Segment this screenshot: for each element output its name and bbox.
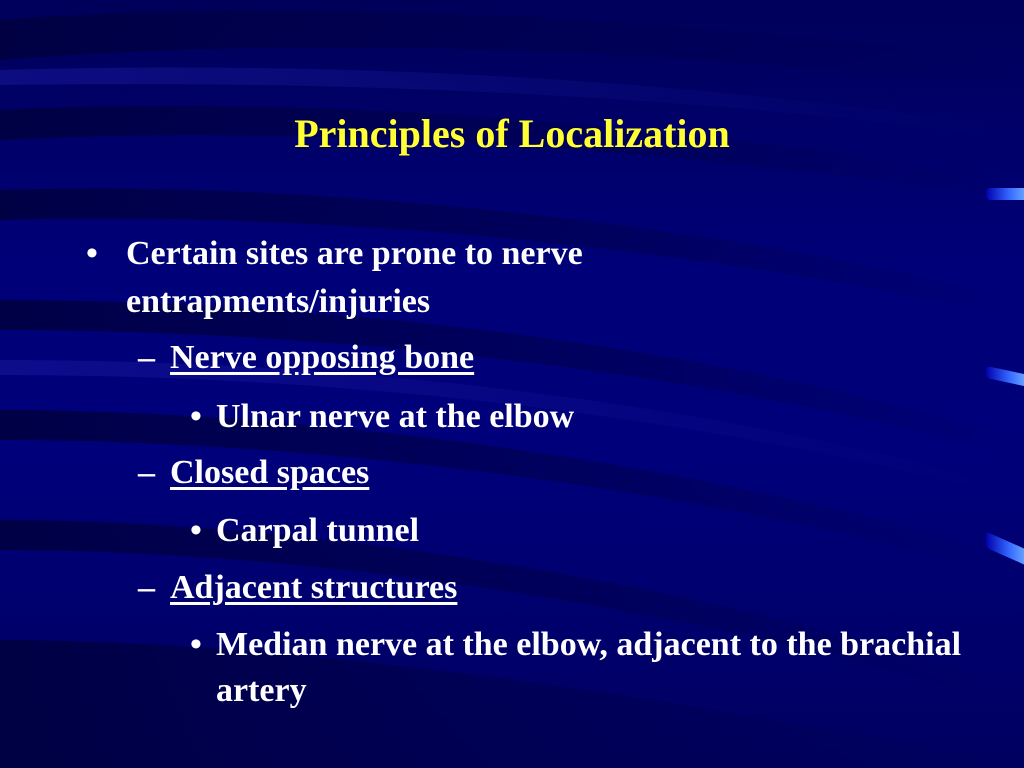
bullet-symbol: •: [190, 398, 202, 435]
subpoint-label: Adjacent structures: [170, 569, 458, 606]
bullet-text: Certain sites are prone to nerve entrapments/injuries: [126, 235, 583, 320]
dash-symbol: –: [138, 569, 155, 606]
bullet-symbol: •: [190, 626, 202, 663]
bullet-symbol: •: [190, 512, 202, 549]
subpoint-nerve-opposing-bone: [138, 338, 474, 378]
subpoint-adjacent-structures: [138, 568, 457, 608]
bullet-symbol: •: [86, 235, 98, 272]
subpoint-label: Nerve opposing bone: [170, 339, 475, 376]
example-text: Ulnar nerve at the elbow: [216, 398, 575, 435]
example-item: [190, 394, 970, 440]
dash-symbol: –: [138, 454, 155, 491]
subpoint-label: Closed spaces: [170, 454, 370, 491]
example-text: Median nerve at the elbow, adjacent to the brachial artery: [216, 626, 962, 709]
example-item: [190, 508, 970, 554]
subpoint-closed-spaces: [138, 453, 369, 493]
bullet-item: [86, 230, 686, 326]
slide-title: Principles of Localization: [294, 111, 730, 156]
dash-symbol: –: [138, 339, 155, 376]
example-text: Carpal tunnel: [216, 512, 420, 549]
example-item: [190, 622, 970, 714]
